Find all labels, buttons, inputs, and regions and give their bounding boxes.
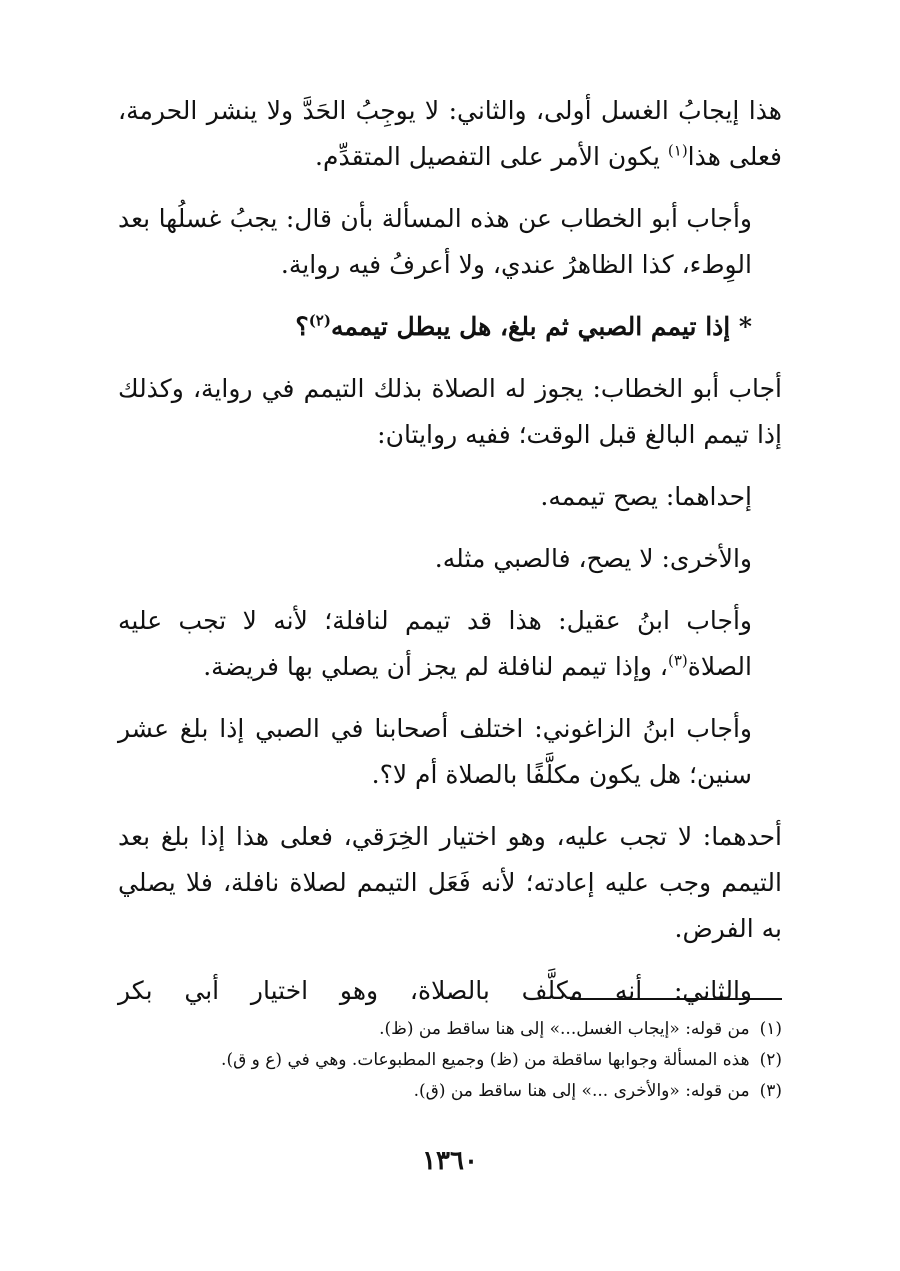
paragraph-6-text-b: ، وإذا تيمم لنافلة لم يجز أن يصلي بها فريضة. bbox=[203, 652, 668, 681]
footnote-separator bbox=[570, 998, 782, 1000]
section-heading bbox=[118, 304, 782, 350]
footnote-1 bbox=[118, 1014, 782, 1045]
footnote-marker-2[interactable]: (٢) bbox=[308, 311, 331, 330]
page-number: ١٣٦٠ bbox=[422, 1146, 478, 1176]
paragraph-4: إحداهما: يصح تيممه. bbox=[540, 482, 752, 511]
footnote-marker-1[interactable]: (١) bbox=[667, 141, 688, 160]
footnote-2-number: (٢) bbox=[759, 1050, 782, 1070]
footnote-3-text: من قوله: «والأخرى ...» إلى هنا ساقط من (ق). bbox=[413, 1081, 750, 1101]
footnote-3 bbox=[118, 1076, 782, 1107]
footnote-1-number: (١) bbox=[759, 1019, 782, 1039]
section-heading-text: * إذا تيمم الصبي ثم بلغ، هل يبطل تيممه bbox=[330, 312, 752, 341]
paragraph-5: والأخرى: لا يصح، فالصبي مثله. bbox=[434, 544, 752, 573]
paragraph-1-text-a: هذا إيجابُ الغسل أولى، والثاني: لا يوجِبُ الحَدَّ ولا ينشر الحرمة، فعلى هذا bbox=[118, 96, 782, 171]
footnote-marker-3[interactable]: (٣) bbox=[667, 651, 688, 670]
paragraph-1 bbox=[118, 88, 782, 180]
paragraph-8: أحدهما: لا تجب عليه، وهو اختيار الخِرَقي، فعلى هذا إذا بلغ بعد التيمم وجب عليه إعادته؛ لأنه فَعَل التيمم لصلاة نافلة، فلا يصلي به الفرض. bbox=[118, 822, 782, 943]
paragraph-3: أجاب أبو الخطاب: يجوز له الصلاة بذلك التيمم في رواية، وكذلك إذا تيمم البالغ قبل الوقت؛ ففيه روايتان: bbox=[118, 374, 782, 449]
footnote-2-text: هذه المسألة وجوابها ساقطة من (ظ) وجميع المطبوعات. وهي في (ع و ق). bbox=[221, 1050, 750, 1070]
paragraph-2: وأجاب أبو الخطاب عن هذه المسألة بأن قال: يجبُ غسلُها بعد الوِطء، كذا الظاهرُ عندي، ولا أعرفُ فيه رواية. bbox=[118, 204, 752, 279]
paragraph-9: والثاني: أنه مكلَّف بالصلاة، وهو اختيار أبي بكر bbox=[118, 976, 752, 1005]
footnote-1-text: من قوله: «إيجاب الغسل...» إلى هنا ساقط من (ظ). bbox=[379, 1019, 750, 1039]
section-heading-question-mark: ؟ bbox=[295, 312, 309, 341]
paragraph-6 bbox=[118, 598, 782, 690]
paragraph-6-text-a: وأجاب ابنُ عقيل: هذا قد تيمم لنافلة؛ لأنه لا تجب عليه الصلاة bbox=[118, 606, 752, 681]
main-text bbox=[118, 88, 782, 1030]
paragraph-1-text-b: يكون الأمر على التفصيل المتقدِّم. bbox=[315, 142, 660, 171]
footnote-2 bbox=[118, 1045, 782, 1076]
footnotes bbox=[118, 1014, 782, 1107]
footnote-3-number: (٣) bbox=[759, 1081, 782, 1101]
paragraph-7: وأجاب ابنُ الزاغوني: اختلف أصحابنا في الصبي إذا بلغ عشر سنين؛ هل يكون مكلَّفًا بالصلاة أم لا؟. bbox=[118, 714, 752, 789]
